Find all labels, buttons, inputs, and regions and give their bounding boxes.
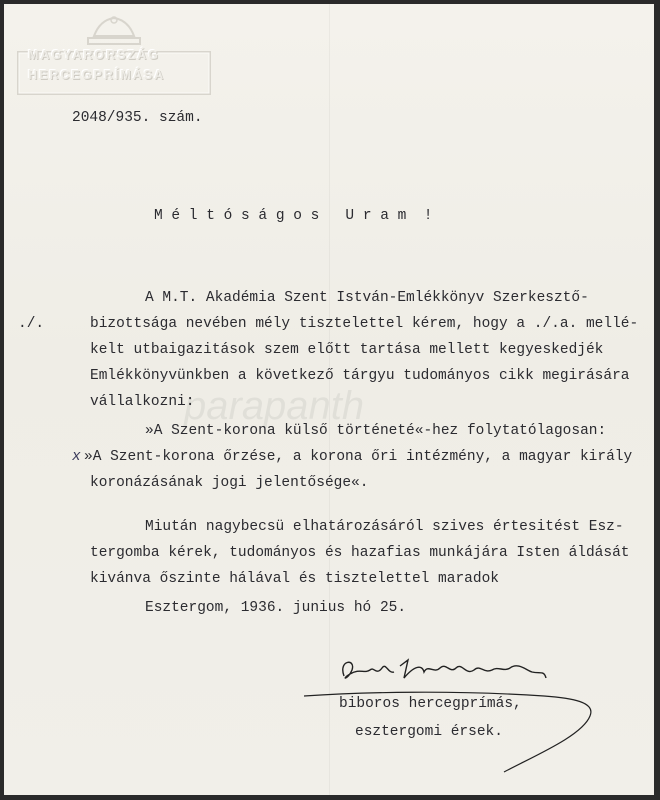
letter-page [4,4,654,795]
quote-line: »A Szent-korona őrzése, a korona őri intézmény, a magyar király [84,449,633,465]
letterhead-line-2: HERCEGPRÍMÁSA [28,68,166,82]
body-line: vállalkozni: [90,394,195,410]
body-line: bizottsága nevében mély tisztelettel kérem, hogy a ./.a. mellé- [90,316,639,332]
margin-note-attachment: ./. [18,316,45,332]
signer-title-2: esztergomi érsek. [355,724,503,740]
signer-title-1: biboros hercegprímás, [339,696,522,712]
margin-note-mark: x [72,449,81,465]
body-line: Miután nagybecsü elhatározásáról szives értesitést Esz- [145,519,624,535]
handwritten-signature [304,652,604,782]
watermark: parapanth [184,384,365,428]
body-line: kivánva őszinte hálával és tisztelettel maradok [90,571,499,587]
place-date: Esztergom, 1936. junius hó 25. [145,600,407,616]
quote-line: »A Szent-korona külső történeté«-hez folytatólagosan: [145,423,607,439]
embossed-letterhead [14,14,219,104]
salutation: M é l t ó s á g o s U r a m ! [154,208,433,224]
letterhead-line-1: MAGYARORSZÁG [28,48,160,62]
reference-number: 2048/935. szám. [72,110,203,126]
body-line: kelt utbaigazitások szem előtt tartása mellett kegyeskedjék [90,342,604,358]
body-line: A M.T. Akadémia Szent István-Emlékkönyv Szerkesztő- [145,290,589,306]
body-line: Emlékkönyvünkben a következő tárgyu tudományos cikk megirására [90,368,630,384]
signature-text: Serédi Jusztinián [316,660,323,661]
quote-line: koronázásának jogi jelentősége«. [90,475,369,491]
body-line: tergomba kérek, tudományos és hazafias munkájára Isten áldását [90,545,630,561]
